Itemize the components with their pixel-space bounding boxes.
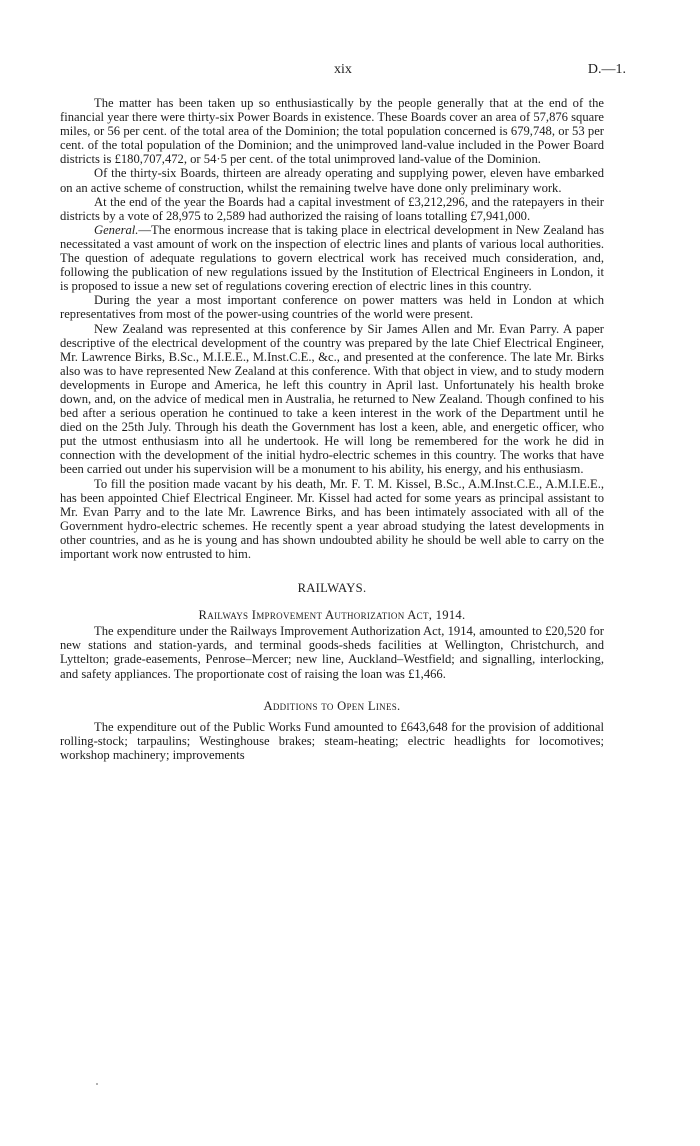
paragraph-additions: The expenditure out of the Public Works Fund amounted to £643,648 for the provision of additional rolling-stock; tarpaulins; Westinghouse brakes; steam-heating; electric headlights for locomotives; workshop machinery; improvements <box>60 719 604 762</box>
paragraph-birks: New Zealand was represented at this conference by Sir James Allen and Mr. Evan Parry. A paper descriptive of the electrical development of the country was prepared by the late Chief Electrical Engineer, Mr. Lawrence Birks, B.Sc., M.I.E.E., M.Inst.C.E., &c., and presented at the conference. The late Mr. Birks also was to have represented New Zealand at this conference. With that object in view, and to study modern developments in Europe and America, he left this country in April last. Unfortunately his health broke down, and, on the advice of medical men in Australia, he returned to New Zealand. Though confined to his bed after a serious operation he continued to take a keen interest in the work of the Department until he died on the 25th July. Through his death the Government has lost a keen, able, and energetic officer, who put the utmost enthusiasm into all he undertook. He will long be remembered for the work he did in connection with the development of the initial hydro-electric schemes in this country. The works that have been carried out under his supervision will be a monument to his ability, his energy, and his enthusiasm. <box>60 321 604 477</box>
railways-subheading: Railways Improvement Authorization Act, 1914. <box>198 608 466 623</box>
paragraph-power-boards: The matter has been taken up so enthusiastically by the people generally that at the end of the financial year there were thirty-six Power Boards in existence. These Boards cover an area of 57,876 square miles, or 56 per cent. of the total area of the Dominion; the total population concerned is 679,748, or 53 per cent. of the total population of the Dominion; and the unimproved land-value included in the Power Board districts is £180,707,472, or 54·5 per cent. of the total unimproved land-value of the Dominion. <box>60 96 604 167</box>
paragraph-capital-investment: At the end of the year the Boards had a capital investment of £3,212,296, and the ratepayers in their districts by a vote of 28,975 to 2,589 had authorized the raising of loans totalling £7,941,000. <box>60 194 604 223</box>
body-text <box>60 96 604 762</box>
paragraph-general <box>60 223 604 293</box>
paragraph-kissel: To fill the position made vacant by his death, Mr. F. T. M. Kissel, B.Sc., A.M.Inst.C.E., A.M.I.E.E., has been appointed Chief Electrical Engineer. Mr. Kissel had acted for some years as principal assistant to Mr. Evan Parry and to the late Mr. Lawrence Birks, and has been intimately associated with all of the Government hydro-electric schemes. He recently spent a year abroad studying the latest developments in other countries, and as he is young and has shown undoubted ability he should be well able to carry on the important work now entrusted to him. <box>60 476 604 561</box>
railways-heading: RAILWAYS. <box>297 581 367 596</box>
paragraph-conference: During the year a most important conference on power matters was held in London at which representatives from most of the power-using countries of the world were present. <box>60 293 604 322</box>
additions-heading: Additions to Open Lines. <box>263 698 401 713</box>
paragraph-boards-status: Of the thirty-six Boards, thirteen are already operating and supplying power, eleven have embarked on an active scheme of construction, whilst the remaining twelve have done only preliminary work. <box>60 166 604 195</box>
general-lead: General. <box>94 222 139 237</box>
paragraph-railways-expenditure: The expenditure under the Railways Improvement Authorization Act, 1914, amounted to £20,520 for new stations and station-yards, and terminal goods-sheds facilities at Wellington, Christchurch, and Lyttelton; grade-easements, Penrose–Mercer; new line, Auckland–Westfield; and signalling, interlocking, and safety appliances. The proportionate cost of raising the loan was £1,466. <box>60 624 604 681</box>
document-reference: D.—1. <box>587 62 626 77</box>
scan-speck <box>96 1083 98 1085</box>
general-text: —The enormous increase that is taking place in electrical development in New Zealand has necessitated a vast amount of work on the inspection of electric lines and plants of various local authorities. The question of adequate regulations to govern electrical work has received much consideration, and, following the publication of new regulations issued by the Institution of Electrical Engineers in London, it is proposed to issue a new set of regulations covering erection of electric lines in this country. <box>60 222 604 294</box>
page-header <box>60 62 626 80</box>
page-number: xix <box>334 62 352 77</box>
